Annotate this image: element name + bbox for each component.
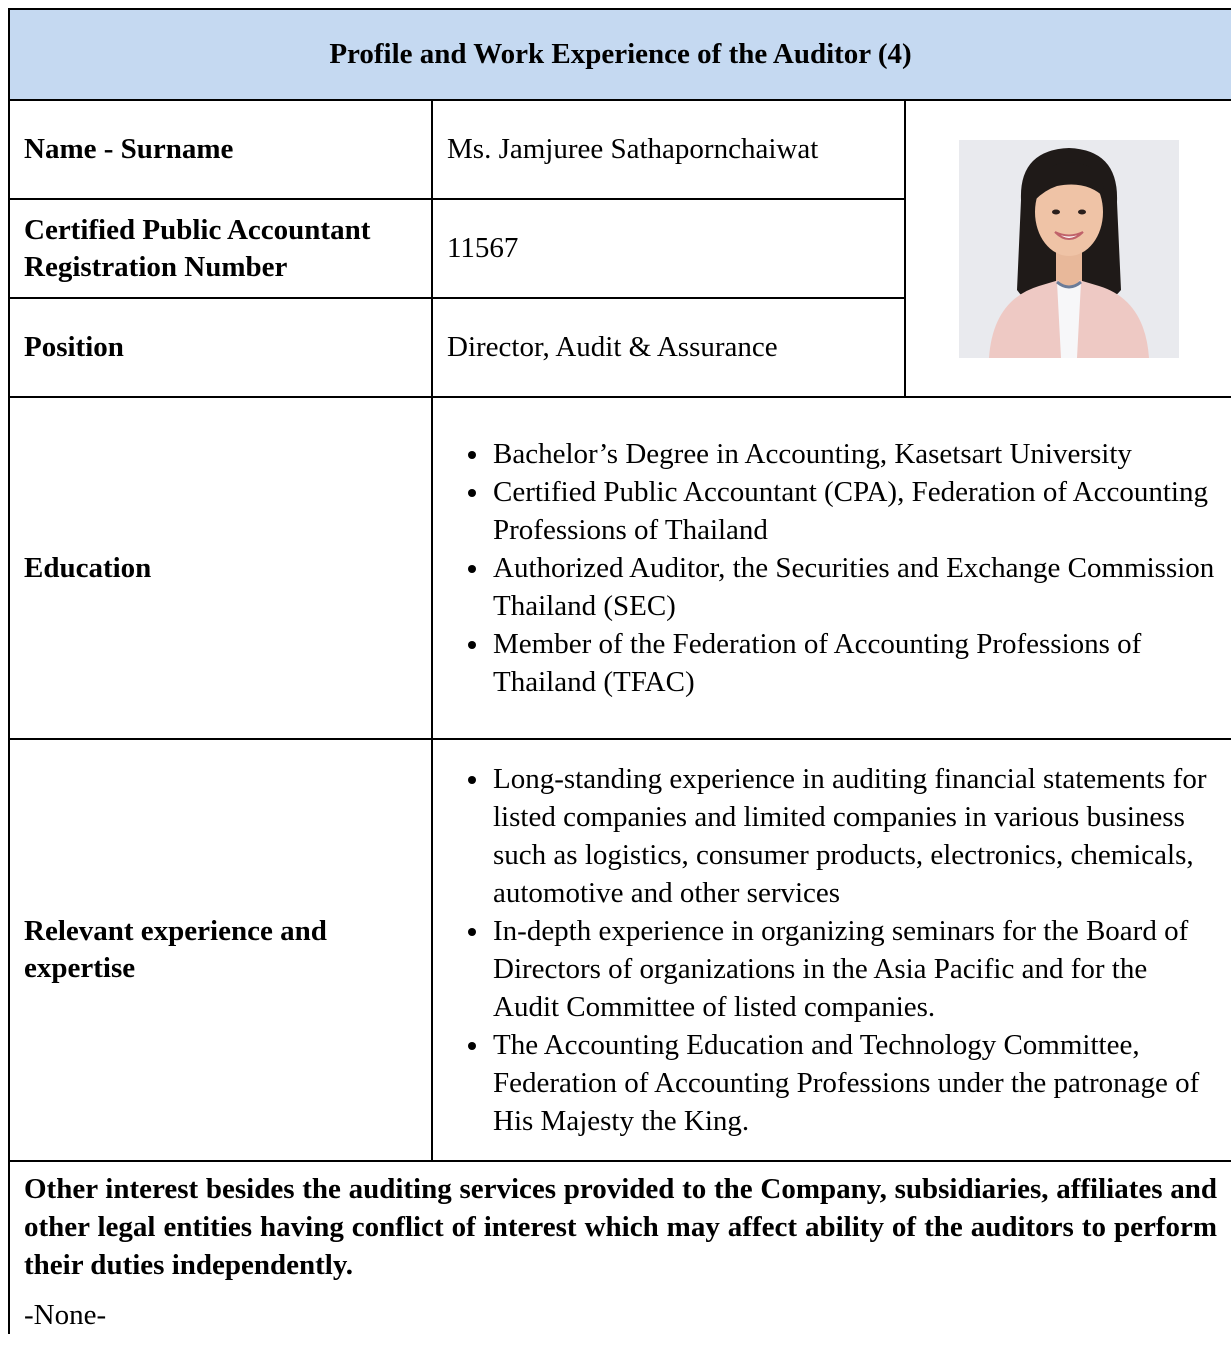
- list-item: • In-depth experience in organizing seminars for the Board of Directors of organizations in the Asia Pacific and for the Audit Committee of listed companies.: [491, 912, 1217, 1026]
- interest-title: Other interest besides the auditing services provided to the Company, subsidiaries, affiliates and other legal entities having conflict of interest which may affect ability of the auditors to perform their duties independently.: [24, 1173, 1217, 1281]
- cpa-value: 11567: [432, 199, 905, 298]
- list-item: • Certified Public Accountant (CPA), Federation of Accounting Professions of Thailand: [491, 473, 1217, 549]
- experience-list: [447, 760, 1217, 1140]
- experience-label: Relevant experience and expertise: [9, 739, 432, 1161]
- auditor-portrait-photo-icon: [959, 140, 1179, 358]
- list-item: • Bachelor’s Degree in Accounting, Kasetsart University: [491, 435, 1217, 473]
- list-item: • The Accounting Education and Technology Committee, Federation of Accounting Professions under the patronage of His Majesty the King.: [491, 1026, 1217, 1140]
- list-item: • Member of the Federation of Accounting Professions of Thailand (TFAC): [491, 625, 1217, 701]
- cpa-label: Certified Public Accountant Registration Number: [9, 199, 432, 298]
- education-list: [447, 435, 1217, 701]
- education-cell: [432, 397, 1231, 739]
- list-item: • Authorized Auditor, the Securities and Exchange Commission Thailand (SEC): [491, 549, 1217, 625]
- photo-cell: [905, 100, 1231, 397]
- position-label: Position: [9, 298, 432, 397]
- name-value: Ms. Jamjuree Sathapornchaiwat: [432, 100, 905, 199]
- name-label: Name - Surname: [9, 100, 432, 199]
- interest-value: -None-: [24, 1299, 107, 1331]
- interest-section: [8, 1162, 1231, 1334]
- education-label: Education: [9, 397, 432, 739]
- position-value: Director, Audit & Assurance: [432, 298, 905, 397]
- experience-cell: [432, 739, 1231, 1161]
- profile-table: [8, 8, 1231, 1162]
- table-header: Profile and Work Experience of the Auditor (4): [9, 9, 1231, 100]
- list-item: • Long-standing experience in auditing financial statements for listed companies and limited companies in various business such as logistics, consumer products, electronics, chemicals, automotive and other services: [491, 760, 1217, 912]
- auditor-profile-document: [8, 8, 1231, 1349]
